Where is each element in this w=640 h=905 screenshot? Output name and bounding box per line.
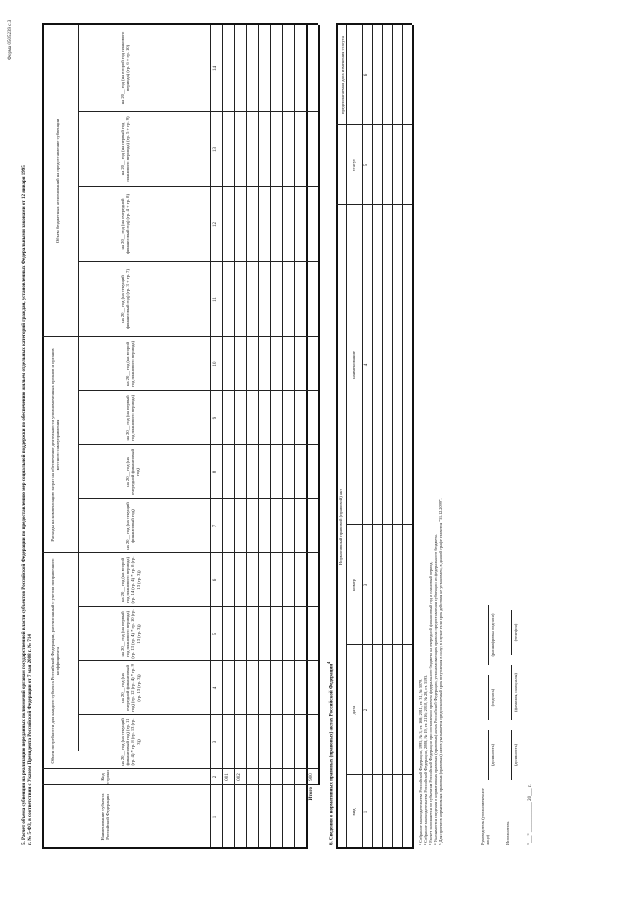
subheader-expense-3: на 20__ год (на первый год планового периода) (125, 395, 136, 441)
group-expense: Расходы на компенсацию затрат на обеспечение деятельности уполномоченных органов и органов местного самоуправления (50, 348, 61, 542)
signature-date: "___" ____________ 20___ г. (528, 784, 533, 845)
colnum-11: 11 (213, 297, 218, 302)
s6-colnum-4: 4 (364, 363, 369, 367)
footnote-3: ³ Расчет заполняется по субъектам Российской Федерации при составлении проекта федерального бюджета на очередной финансовый год и плановый период. (428, 561, 433, 845)
subheader-budget-4: на 20__ год (на второй год планового периода) (гр. 6 + гр. 10) (120, 31, 131, 105)
footnotes (418, 25, 443, 845)
act-header: Нормативный правовой (правовой) акт (338, 488, 343, 566)
subheader-need-2: на 20__ год (на очередной финансовый год) (гр. 12 (гр. 4) * гр. 9 (гр. 13 (гр. 3)) (120, 664, 141, 712)
colnum-6: 6 (213, 578, 218, 582)
subheader-expense-2: на 20__ год (на очередной финансовый год) (125, 449, 141, 495)
colnum-13: 13 (213, 147, 218, 152)
total-label: Итого (309, 787, 314, 801)
subheader-need-1: на 20__ год (на текущий финансовый год) (гр. 11 (гр. 4) * гр. 8 (гр. 13 (гр. 3)) (120, 718, 141, 766)
row-code-001: 001 (225, 773, 230, 781)
s6-colnum-5: 5 (364, 163, 369, 167)
colnum-2: 2 (213, 775, 218, 779)
colnum-12: 12 (213, 222, 218, 227)
colnum-8: 8 (213, 470, 218, 474)
group-need: Объем потребности для каждого субъекта Российской Федерации, рассчитанный с учетом поправочного коэффициента (50, 558, 61, 764)
s6-colnum-2: 2 (364, 708, 369, 712)
col-act-name: наименование (351, 351, 356, 379)
subheader-budget-2: на 20__ год (на очередной финансовый год) (гр. 4 + гр. 8) (120, 193, 131, 255)
section6-title (326, 345, 336, 845)
group-budget: Объем бюджетных ассигнований на предоставление субвенции (55, 118, 60, 244)
exec-fio-caption: (фамилия, инициалы) (513, 673, 518, 712)
colnum-14: 14 (213, 66, 218, 71)
section6-title-text: 6. Сведения о нормативных правовых (правовых) актах Российской Федерации (329, 663, 335, 845)
col-status: статус (351, 158, 356, 172)
subheader-budget-1: на 20__ год (на текущий финансовый год) (гр. 3 + гр. 7) (120, 268, 131, 330)
row-code-002: 002 (237, 773, 242, 781)
subheader-expense-4: на 20__ год (на второй год планового периода) (125, 341, 136, 387)
col-row-code: Код строки (100, 770, 111, 784)
head-signature-caption: (подпись) (490, 688, 495, 707)
footnote-2: ² Собрание законодательства Российской Федерации, 2008, № 19, ст. 2116; 2010, № 28, ст. 3193. (423, 674, 428, 845)
colnum-4: 4 (213, 686, 218, 690)
colnum-5: 5 (213, 632, 218, 636)
exec-position-caption: (должность) (513, 744, 518, 766)
footnote-5: ⁵ Для проектов нормативных правовых (правовых) актов указывается предполагаемый срок вступления в силу; в случае если срок действия не установлен, в данной графе ставится "31.12.2099". (438, 498, 443, 845)
subheader-need-4: на 20__ год (на второй год планового периода) (гр. 14 (гр. 4) * гр. 8 (гр. 13 (гр. 3)) (120, 556, 141, 604)
s6-colnum-3: 3 (364, 583, 369, 587)
s6-colnum-6: 6 (364, 73, 369, 77)
form-code: Форма 0505239 с.3 (8, 19, 13, 60)
total-code: 900 (309, 773, 314, 781)
exec-label: Исполнитель (505, 821, 510, 845)
col-date: дата (351, 705, 356, 715)
col-change-date: предполагаемая дата изменения статуса (340, 36, 345, 114)
colnum-3: 3 (213, 740, 218, 744)
subheader-need-3: на 20__ год (на первый год планового периода) (гр. 13 (гр. 4) * гр. 10 (гр. 13 (гр. 3)) (120, 609, 141, 659)
subheader-budget-3: на 20__ год (на первый год планового периода) (гр. 5 + гр. 9) (120, 116, 131, 182)
footnote-4: ⁴ Указываются сведения о нормативных правовых (правовых) актах Российской Федерации, устанавливающих правила предоставления субвенции из федерального бюджета. (433, 534, 438, 845)
footnote-1: ¹ Собрание законодательства Российской Федерации, 1995, № 3, ст. 168; 2011, ст. 31, № 3079. (418, 678, 423, 845)
head-position-caption: (должность) (490, 744, 495, 766)
colnum-7: 7 (213, 524, 218, 528)
section5-title: 5. Расчет объема субвенции на реализацию переданных полномочий органам государственной власти субъектов Российской Федерации по предоставлению мер социальной поддержки по обеспечению жильем отдельных категорий граждан, установленных Федеральными законами от 12 января 1995 г. № 5-ФЗ, в соответствии с Указом Президента Российской Федерации от 7 мая 2008 г. № 714 (22, 165, 33, 845)
colnum-10: 10 (213, 361, 218, 367)
head-decoding-caption: (расшифровка подписи) (490, 613, 495, 657)
col-number: номер (351, 579, 356, 591)
head-label: Руководитель (уполномоченное лицо) (480, 788, 490, 845)
colnum-1: 1 (213, 815, 218, 819)
col-type: вид (351, 808, 356, 816)
section6-title-sup: 4 (326, 661, 331, 664)
colnum-9: 9 (213, 416, 218, 420)
exec-phone-caption: (телефон) (513, 623, 518, 642)
col-subject-name: Наименование субъекта Российской Федерации (100, 793, 111, 841)
s6-colnum-1: 1 (364, 810, 369, 814)
subheader-expense-1: на 20__ год (на текущий финансовый год) (125, 502, 136, 550)
